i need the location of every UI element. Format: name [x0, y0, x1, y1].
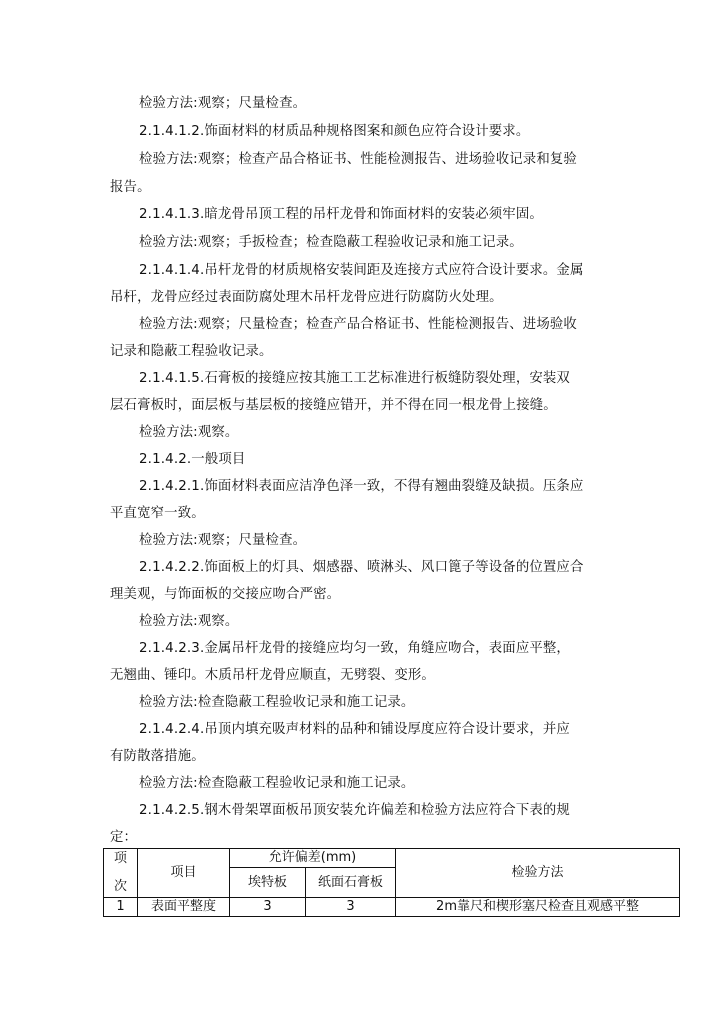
paragraph-line: 报告。	[110, 180, 151, 195]
header-col-b: 纸面石膏板	[306, 868, 396, 898]
section-heading: 2.1.4.2.一般项目	[139, 452, 246, 467]
paragraph-line: 2.1.4.2.2.饰面板上的灯具、烟感器、喷淋头、风口篦子等设备的位置应合	[139, 560, 584, 575]
header-method: 检验方法	[396, 849, 680, 898]
header-item: 项目	[138, 849, 230, 898]
paragraph-line: 2.1.4.1.5.石膏板的接缝应按其施工工艺标准进行板缝防裂处理，安装双	[139, 371, 570, 386]
header-index: 项 次	[104, 849, 138, 898]
paragraph-line: 检验方法:观察；尺量检查。	[139, 96, 307, 111]
header-deviation-group: 允许偏差(mm)	[230, 849, 396, 868]
paragraph-line: 层石膏板时，面层板与基层板的接缝应错开，并不得在同一根龙骨上接缝。	[110, 398, 557, 413]
paragraph-line: 检验方法:观察；手扳检查；检查隐蔽工程验收记录和施工记录。	[139, 235, 523, 250]
paragraph-line: 检验方法:观察；检查产品合格证书、性能检测报告、进场验收记录和复验	[139, 152, 577, 167]
paragraph-line: 有防散落措施。	[110, 749, 205, 764]
cell-b: 3	[306, 898, 396, 917]
paragraph-line: 2.1.4.2.3.金属吊杆龙骨的接缝应均匀一致，角缝应吻合，表面应平整，	[139, 641, 570, 656]
paragraph-line: 2.1.4.2.1.饰面材料表面应洁净色泽一致，不得有翘曲裂缝及缺损。压条应	[139, 479, 584, 494]
cell-item: 表面平整度	[138, 898, 230, 917]
paragraph-line: 检验方法:观察；尺量检查；检查产品合格证书、性能检测报告、进场验收	[139, 317, 577, 332]
paragraph-line: 检验方法:检查隐蔽工程验收记录和施工记录。	[139, 695, 415, 710]
paragraph-line: 2.1.4.1.4.吊杆龙骨的材质规格安装间距及连接方式应符合设计要求。金属	[139, 263, 584, 278]
header-col-a: 埃特板	[230, 868, 306, 898]
paragraph-line: 检验方法:观察；尺量检查。	[139, 533, 307, 548]
paragraph-line: 检验方法:观察。	[139, 425, 239, 440]
table-row	[104, 898, 680, 917]
paragraph-line: 记录和隐蔽工程验收记录。	[110, 344, 273, 359]
deviation-table	[103, 848, 680, 917]
paragraph-line: 2.1.4.2.5.钢木骨架罩面板吊顶安装允许偏差和检验方法应符合下表的规	[139, 803, 570, 818]
paragraph-line: 检验方法:观察。	[139, 614, 239, 629]
paragraph-line: 无翘曲、锤印。木质吊杆龙骨应顺直，无劈裂、变形。	[110, 668, 435, 683]
paragraph-line: 吊杆，龙骨应经过表面防腐处理木吊杆龙骨应进行防腐防火处理。	[110, 290, 503, 305]
paragraph-line: 检验方法:检查隐蔽工程验收记录和施工记录。	[139, 776, 415, 791]
paragraph-line: 定：	[110, 830, 138, 845]
paragraph-line: 2.1.4.2.4.吊顶内填充吸声材料的品种和铺设厚度应符合设计要求，并应	[139, 722, 570, 737]
paragraph-line: 2.1.4.1.2.饰面材料的材质品种规格图案和颜色应符合设计要求。	[139, 124, 530, 139]
paragraph-line: 平直宽窄一致。	[110, 506, 205, 521]
paragraph-line: 理美观，与饰面板的交接应吻合严密。	[110, 587, 341, 602]
cell-a: 3	[230, 898, 306, 917]
table-header-row	[104, 849, 680, 868]
paragraph-line: 2.1.4.1.3.暗龙骨吊顶工程的吊杆龙骨和饰面材料的安装必须牢固。	[139, 207, 543, 222]
cell-method: 2m靠尺和楔形塞尺检查且观感平整	[396, 898, 680, 917]
cell-no: 1	[104, 898, 138, 917]
